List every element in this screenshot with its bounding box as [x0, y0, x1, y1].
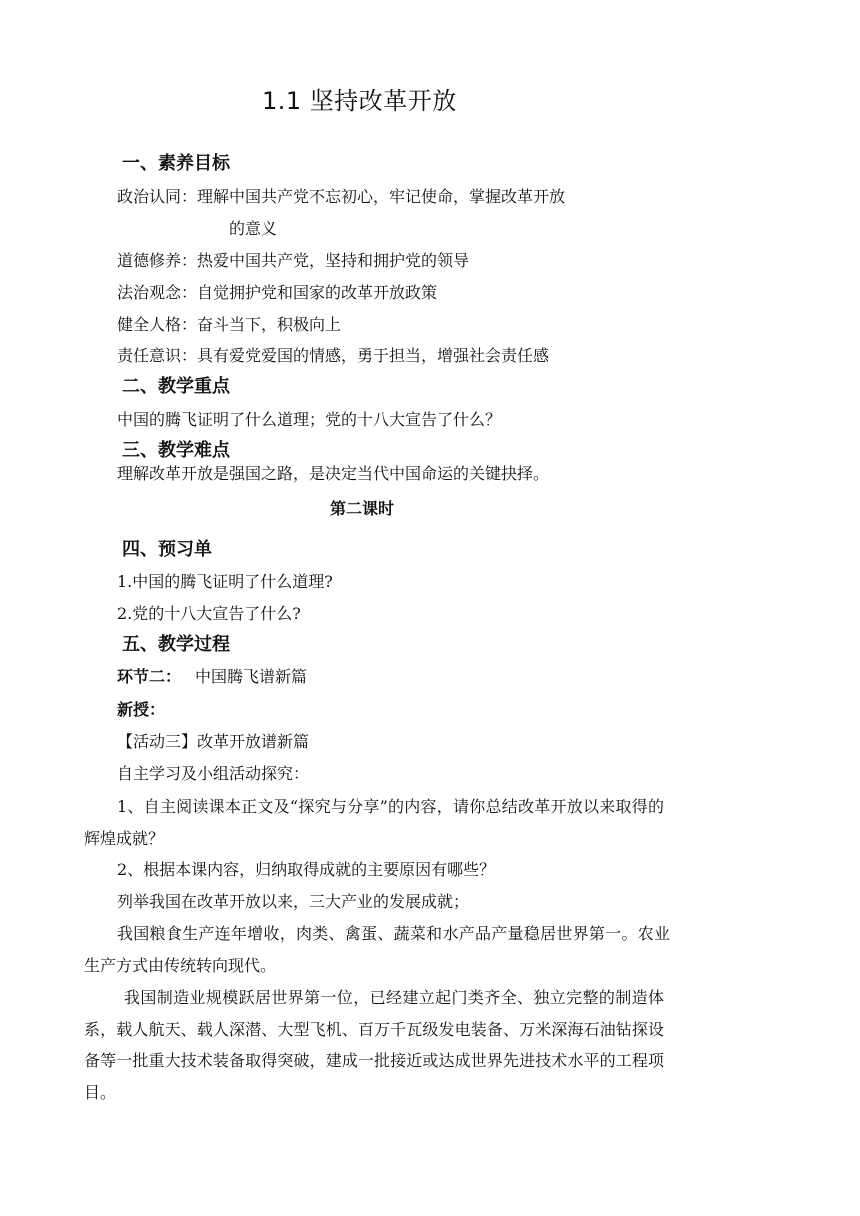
goal-personality-label: 健全人格： [117, 315, 198, 334]
goal-politics-continuation: 的意义 [229, 219, 278, 238]
goal-responsibility [117, 345, 549, 367]
activity-title: 【活动三】改革开放谱新篇 [117, 732, 310, 751]
section-heading-preview: 四、预习单 [122, 539, 212, 560]
manufacturing-paragraph: 我国制造业规模跃居世界第一位，已经建立起门类齐全、独立完整的制造体系，载人航天、载人深潜、大型飞机、百万千瓦级发电装备、万米深海石油钻探设备等一批重大技术装备取得突破，建成一批接近或达成世界先进技术水平的工程项目。 [84, 988, 664, 1102]
key-points-text: 中国的腾飞证明了什么道理；党的十八大宣告了什么？ [117, 410, 502, 429]
section-heading-literacy-goals: 一、素养目标 [122, 153, 230, 174]
goal-personality [117, 314, 341, 336]
goal-politics [117, 186, 565, 208]
goal-law [117, 282, 437, 304]
goal-politics-text: 理解中国共产党不忘初心，牢记使命，掌握改革开放 [197, 187, 566, 206]
page-title: 1.1 坚持改革开放 [262, 87, 457, 115]
session-title: 第二课时 [330, 499, 395, 518]
self-study-title: 自主学习及小组活动探究： [117, 764, 310, 783]
section-heading-difficulties: 三、教学难点 [122, 440, 230, 461]
task-item-2: 2、根据本课内容，归纳取得成就的主要原因有哪些？ [117, 860, 496, 879]
difficulties-text: 理解改革开放是强国之路，是决定当代中国命运的关键抉择。 [117, 464, 550, 483]
section-heading-key-points: 二、教学重点 [122, 376, 230, 397]
goal-morality [117, 250, 469, 272]
process-link-text: 中国腾飞谱新篇 [195, 667, 308, 686]
goal-responsibility-label: 责任意识： [117, 346, 198, 365]
goal-law-text: 自觉拥护党和国家的改革开放政策 [197, 283, 438, 302]
goal-morality-label: 道德修养： [117, 251, 198, 270]
goal-responsibility-text: 具有爱党爱国的情感，勇于担当，增强社会责任感 [197, 346, 550, 365]
preview-question-1: 1.中国的腾飞证明了什么道理? [117, 572, 333, 591]
new-lesson-label: 新授： [117, 700, 166, 719]
task-item-1: 1、自主阅读课本正文及“探究与分享”的内容，请你总结改革开放以来取得的辉煌成就？ [84, 797, 664, 848]
goal-morality-text: 热爱中国共产党，坚持和拥护党的领导 [197, 251, 470, 270]
section-heading-process: 五、教学过程 [122, 634, 230, 655]
preview-question-2: 2.党的十八大宣告了什么? [117, 604, 301, 623]
list-intro: 列举我国在改革开放以来，三大产业的发展成就； [117, 892, 470, 911]
process-link [117, 666, 307, 688]
goal-personality-text: 奋斗当下，积极向上 [197, 315, 342, 334]
process-link-label: 环节二： [117, 667, 182, 686]
goal-politics-label: 政治认同： [117, 187, 198, 206]
goal-law-label: 法治观念： [117, 283, 198, 302]
agriculture-paragraph: 我国粮食生产连年增收，肉类、禽蛋、蔬菜和水产品产量稳居世界第一。农业生产方式由传统转向现代。 [84, 924, 670, 975]
